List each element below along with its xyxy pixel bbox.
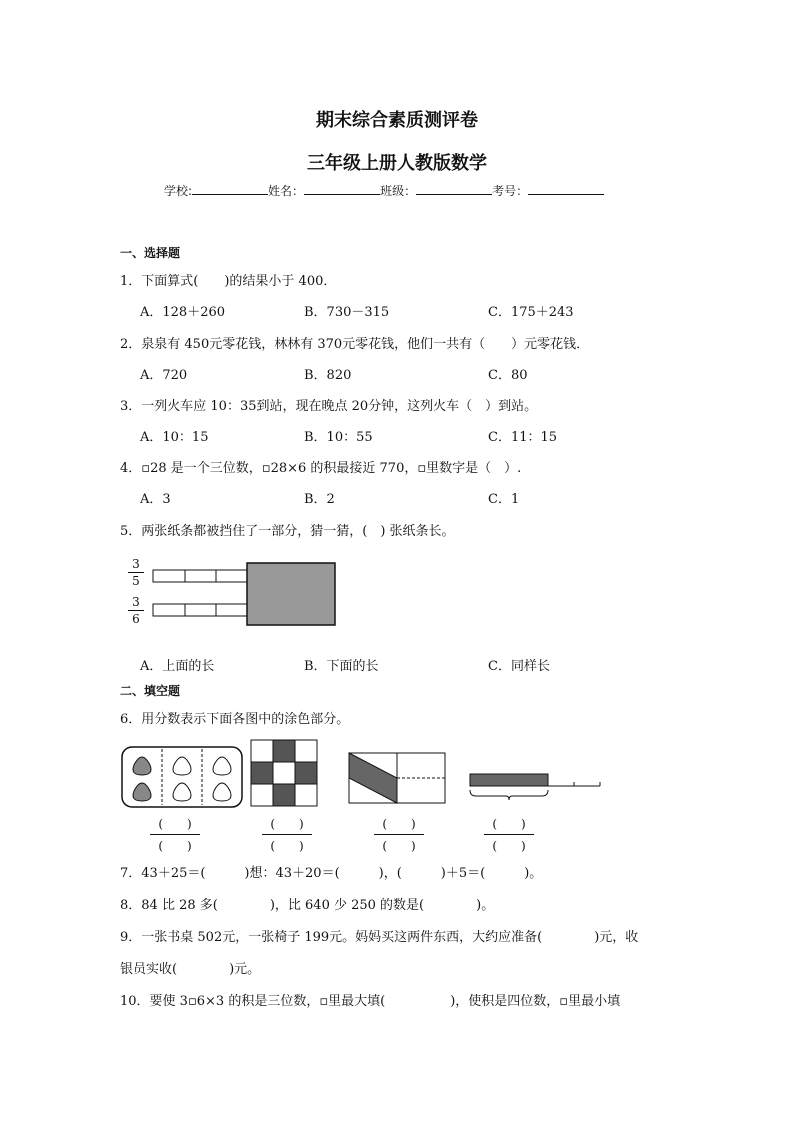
school-label: 学校:: [164, 184, 193, 198]
q5-option-a[interactable]: A．上面的长: [140, 659, 215, 674]
shaded-flower: [133, 757, 151, 801]
question-7: 7．43＋25＝( )想：43＋20＝( )，( )＋5＝( )。: [120, 866, 543, 881]
name-label: 姓名：: [268, 184, 305, 198]
name-field[interactable]: [304, 182, 380, 195]
q4-option-b[interactable]: B．2: [304, 492, 335, 507]
q3-option-a[interactable]: A．10：15: [140, 430, 209, 445]
q2-option-a[interactable]: A．720: [140, 368, 188, 383]
q1-option-c[interactable]: C．175＋243: [488, 305, 574, 320]
section-choice-title: 一、选择题: [120, 246, 181, 260]
answer-fraction-b[interactable]: ( ) ( ): [262, 815, 312, 854]
bottom-denominator: 6: [132, 612, 140, 626]
bottom-numerator: 3: [132, 595, 140, 609]
question-9: 9．一张书桌 502元，一张椅子 199元。妈妈买这两件东西，大约应准备( )元，收: [120, 930, 639, 945]
question-9-cont: 银员实收( )元。: [120, 962, 261, 977]
q5-option-b[interactable]: B．下面的长: [304, 659, 379, 674]
exam-no-field[interactable]: [528, 182, 604, 195]
answer-fraction-a[interactable]: ( ) ( ): [150, 815, 200, 854]
q1-option-a[interactable]: A．128＋260: [140, 305, 226, 320]
paper-title: 期末综合素质测评卷: [316, 110, 478, 131]
question-8: 8．84 比 28 多( )，比 640 少 250 的数是( )。: [120, 898, 495, 913]
q4-option-c[interactable]: C．1: [488, 492, 520, 507]
bar-figure: [468, 770, 603, 804]
class-label: 班级：: [380, 184, 417, 198]
cover-box: [247, 563, 335, 625]
top-denominator: 5: [132, 574, 140, 588]
top-strip: [153, 570, 248, 582]
q4-option-a[interactable]: A．3: [140, 492, 171, 507]
q5-option-c[interactable]: C．同样长: [488, 659, 550, 674]
flower-box-figure: [120, 745, 244, 809]
exam-no-label: 考号：: [492, 184, 529, 198]
question-6: 6．用分数表示下面各图中的涂色部分。: [120, 712, 350, 727]
question-2: 2．泉泉有 450元零花钱，林林有 370元零花钱，他们一共有（ ）元零花钱．: [120, 337, 590, 352]
q3-option-c[interactable]: C．11：15: [488, 430, 558, 445]
grid-figure: [250, 739, 320, 807]
question-1: 1．下面算式( )的结果小于 400．: [120, 274, 337, 289]
answer-fraction-c[interactable]: ( ) ( ): [374, 815, 424, 854]
paper-strips-figure: [150, 560, 340, 632]
question-4: 4．▫28 是一个三位数，▫28×6 的积最接近 770，▫里数字是（ ）.: [120, 461, 522, 476]
q3-option-b[interactable]: B．10：55: [304, 430, 373, 445]
answer-fraction-d[interactable]: ( ) ( ): [484, 815, 534, 854]
question-3: 3．一列火车应 10：35到站，现在晚点 20分钟，这列火车（ ）到站。: [120, 399, 538, 414]
q2-option-b[interactable]: B．820: [304, 368, 352, 383]
rectangle-figure: [348, 752, 448, 806]
section-fill-title: 二、填空题: [120, 684, 181, 698]
q1-option-b[interactable]: B．730－315: [304, 305, 390, 320]
question-5: 5．两张纸条都被挡住了一部分，猜一猜，( ) 张纸条长。: [120, 524, 455, 539]
top-numerator: 3: [132, 557, 140, 571]
question-10: 10．要使 3▫6×3 的积是三位数，▫里最大填( )，使积是四位数，▫里最小填: [120, 994, 621, 1009]
paper-subtitle: 三年级上册人教版数学: [307, 153, 487, 174]
class-field[interactable]: [416, 182, 492, 195]
school-field[interactable]: [192, 182, 268, 195]
q2-option-c[interactable]: C．80: [488, 368, 528, 383]
bottom-strip: [153, 604, 248, 616]
info-row: [164, 182, 604, 199]
